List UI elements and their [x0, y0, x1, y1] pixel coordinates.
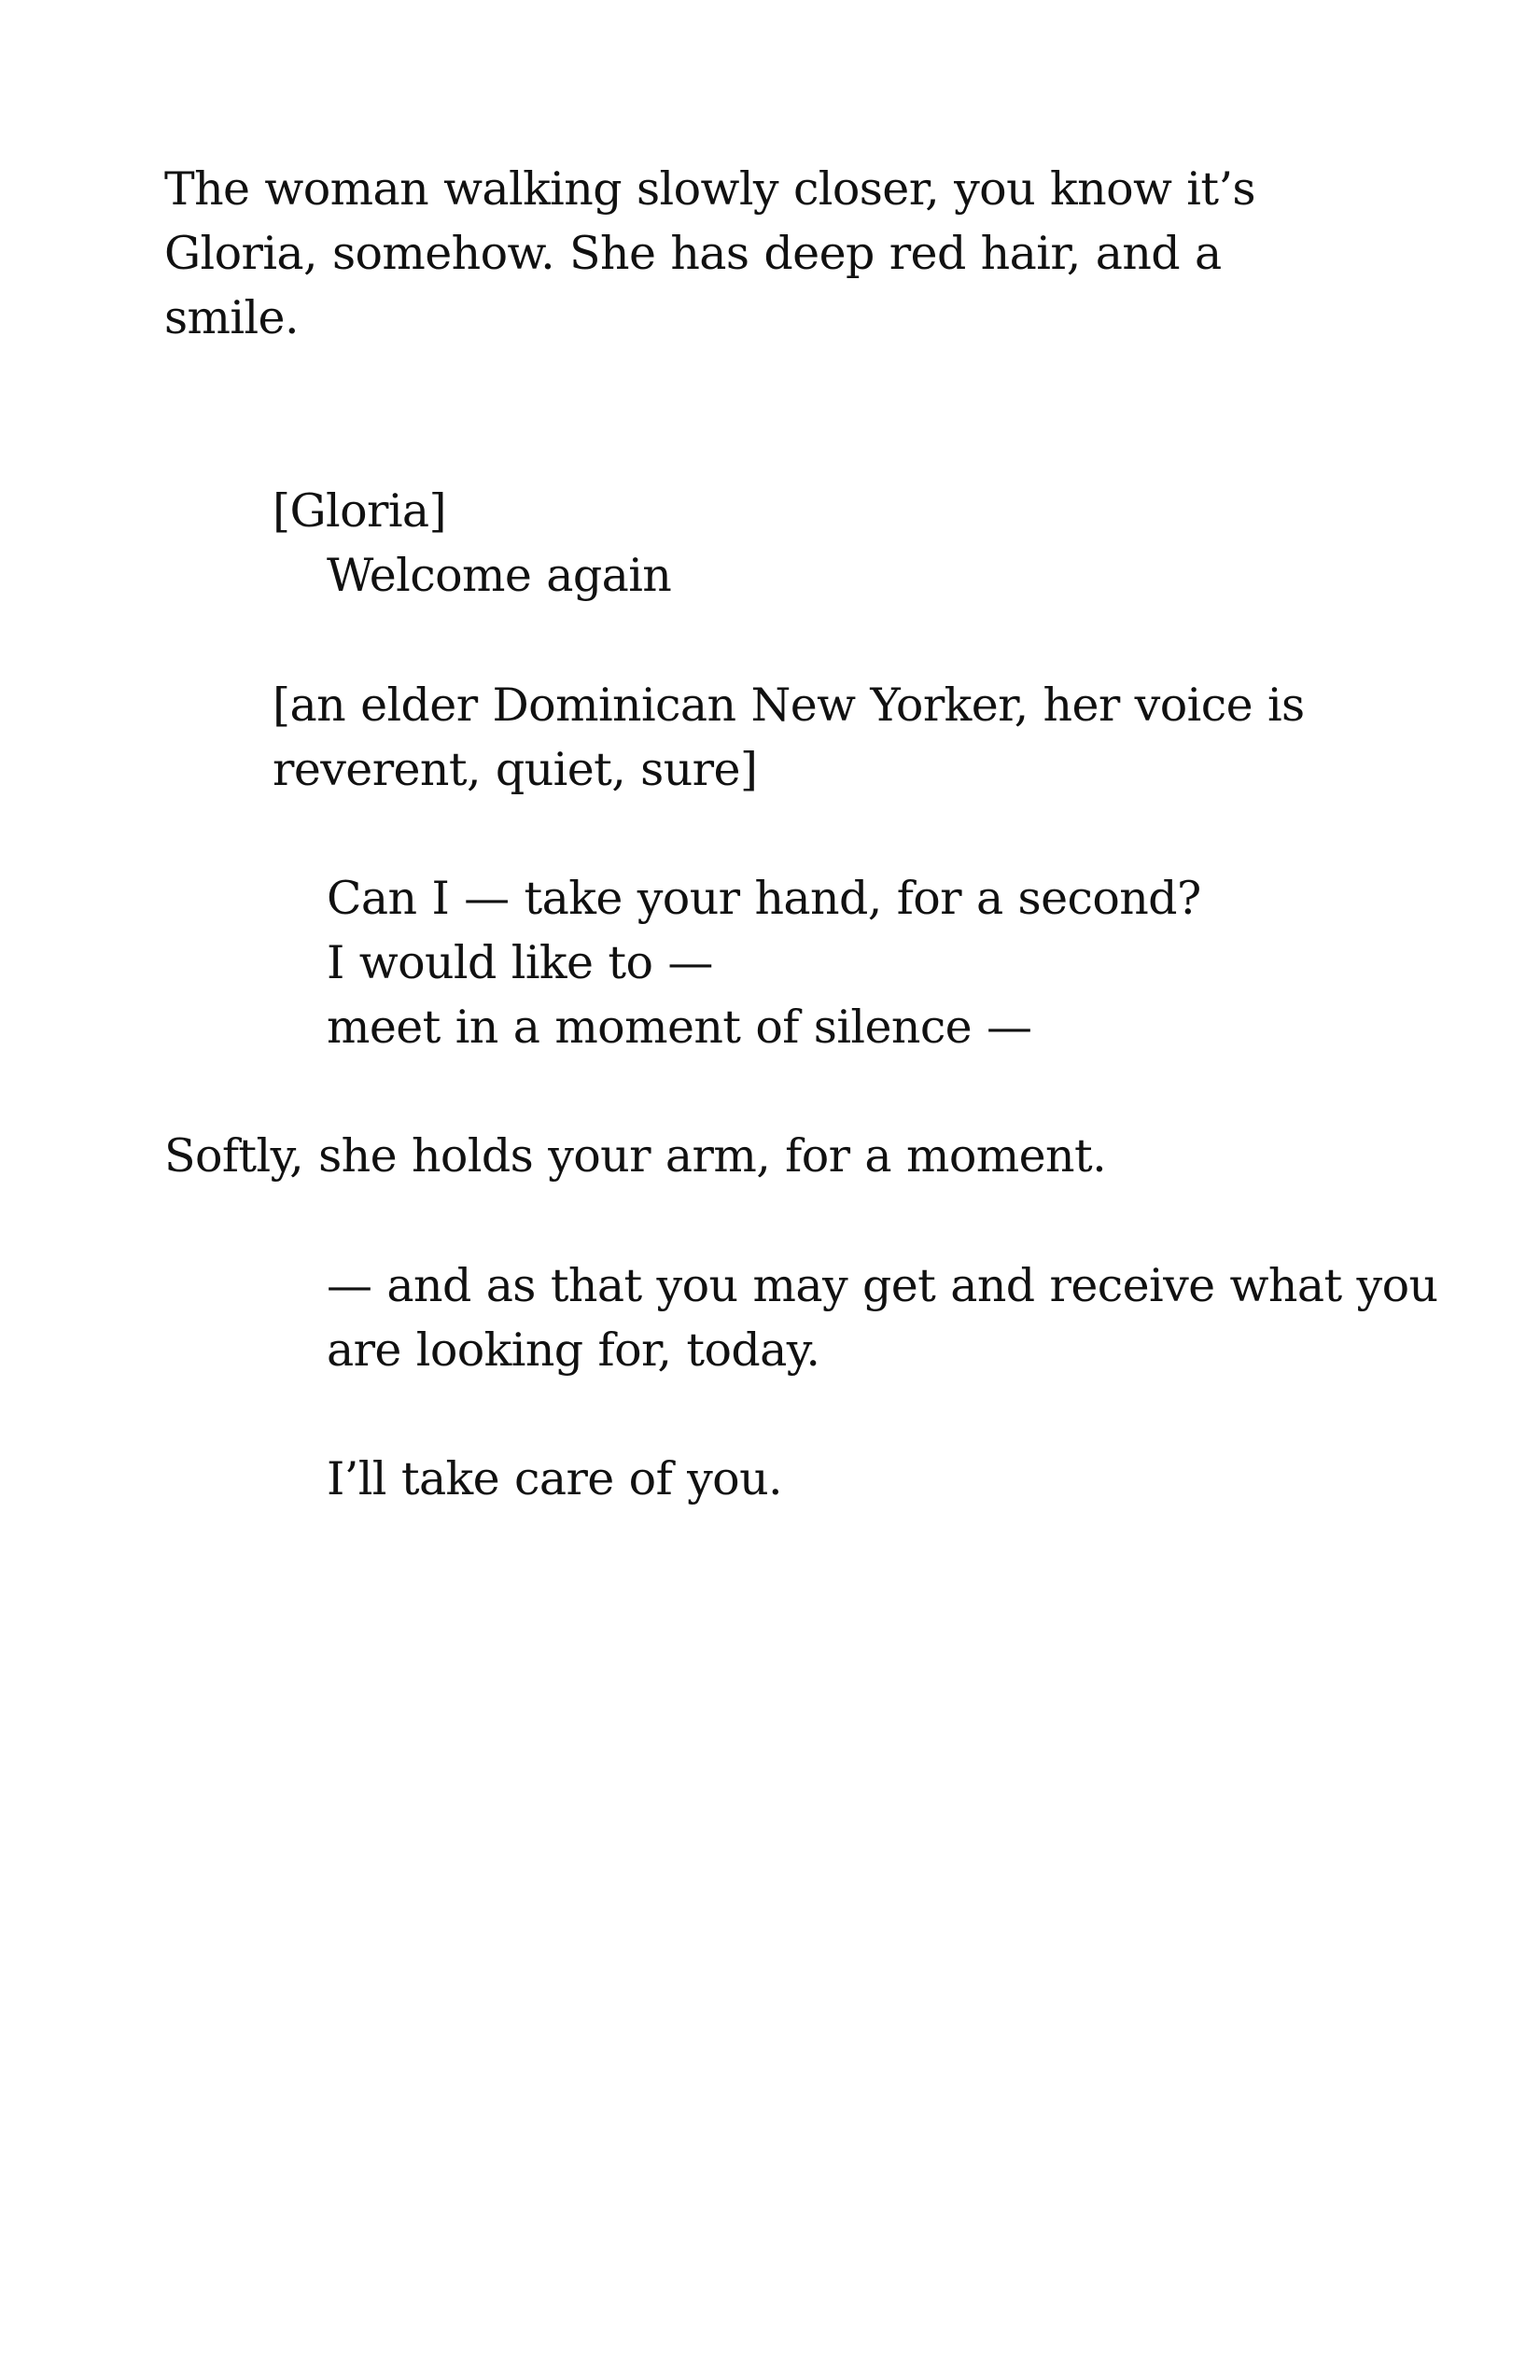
intro-line-2: Gloria, somehow. She has deep red hair, and a	[164, 227, 1222, 280]
dialogue-line-1: Can I — take your hand, for a second?	[327, 872, 1201, 925]
dialogue-line-4: — and as that you may get and receive what you	[327, 1259, 1438, 1312]
dialogue-line-2: I would like to —	[327, 936, 713, 989]
dialogue-line-3: meet in a moment of silence —	[327, 1001, 1032, 1054]
action-line: Softly, she holds your arm, for a moment.	[164, 1129, 1107, 1183]
stage-direction-line-1: [an elder Dominican New Yorker, her voice is	[273, 679, 1305, 732]
intro-line-1: The woman walking slowly closer, you know it’s	[164, 162, 1255, 216]
greeting-line: Welcome again	[327, 549, 672, 602]
stage-direction-line-2: reverent, quiet, sure]	[273, 743, 758, 796]
dialogue-line-5: are looking for, today.	[327, 1323, 820, 1377]
closing-line: I’ll take care of you.	[327, 1452, 783, 1505]
speaker-name: [Gloria]	[273, 484, 447, 538]
intro-line-3: smile.	[164, 291, 299, 344]
